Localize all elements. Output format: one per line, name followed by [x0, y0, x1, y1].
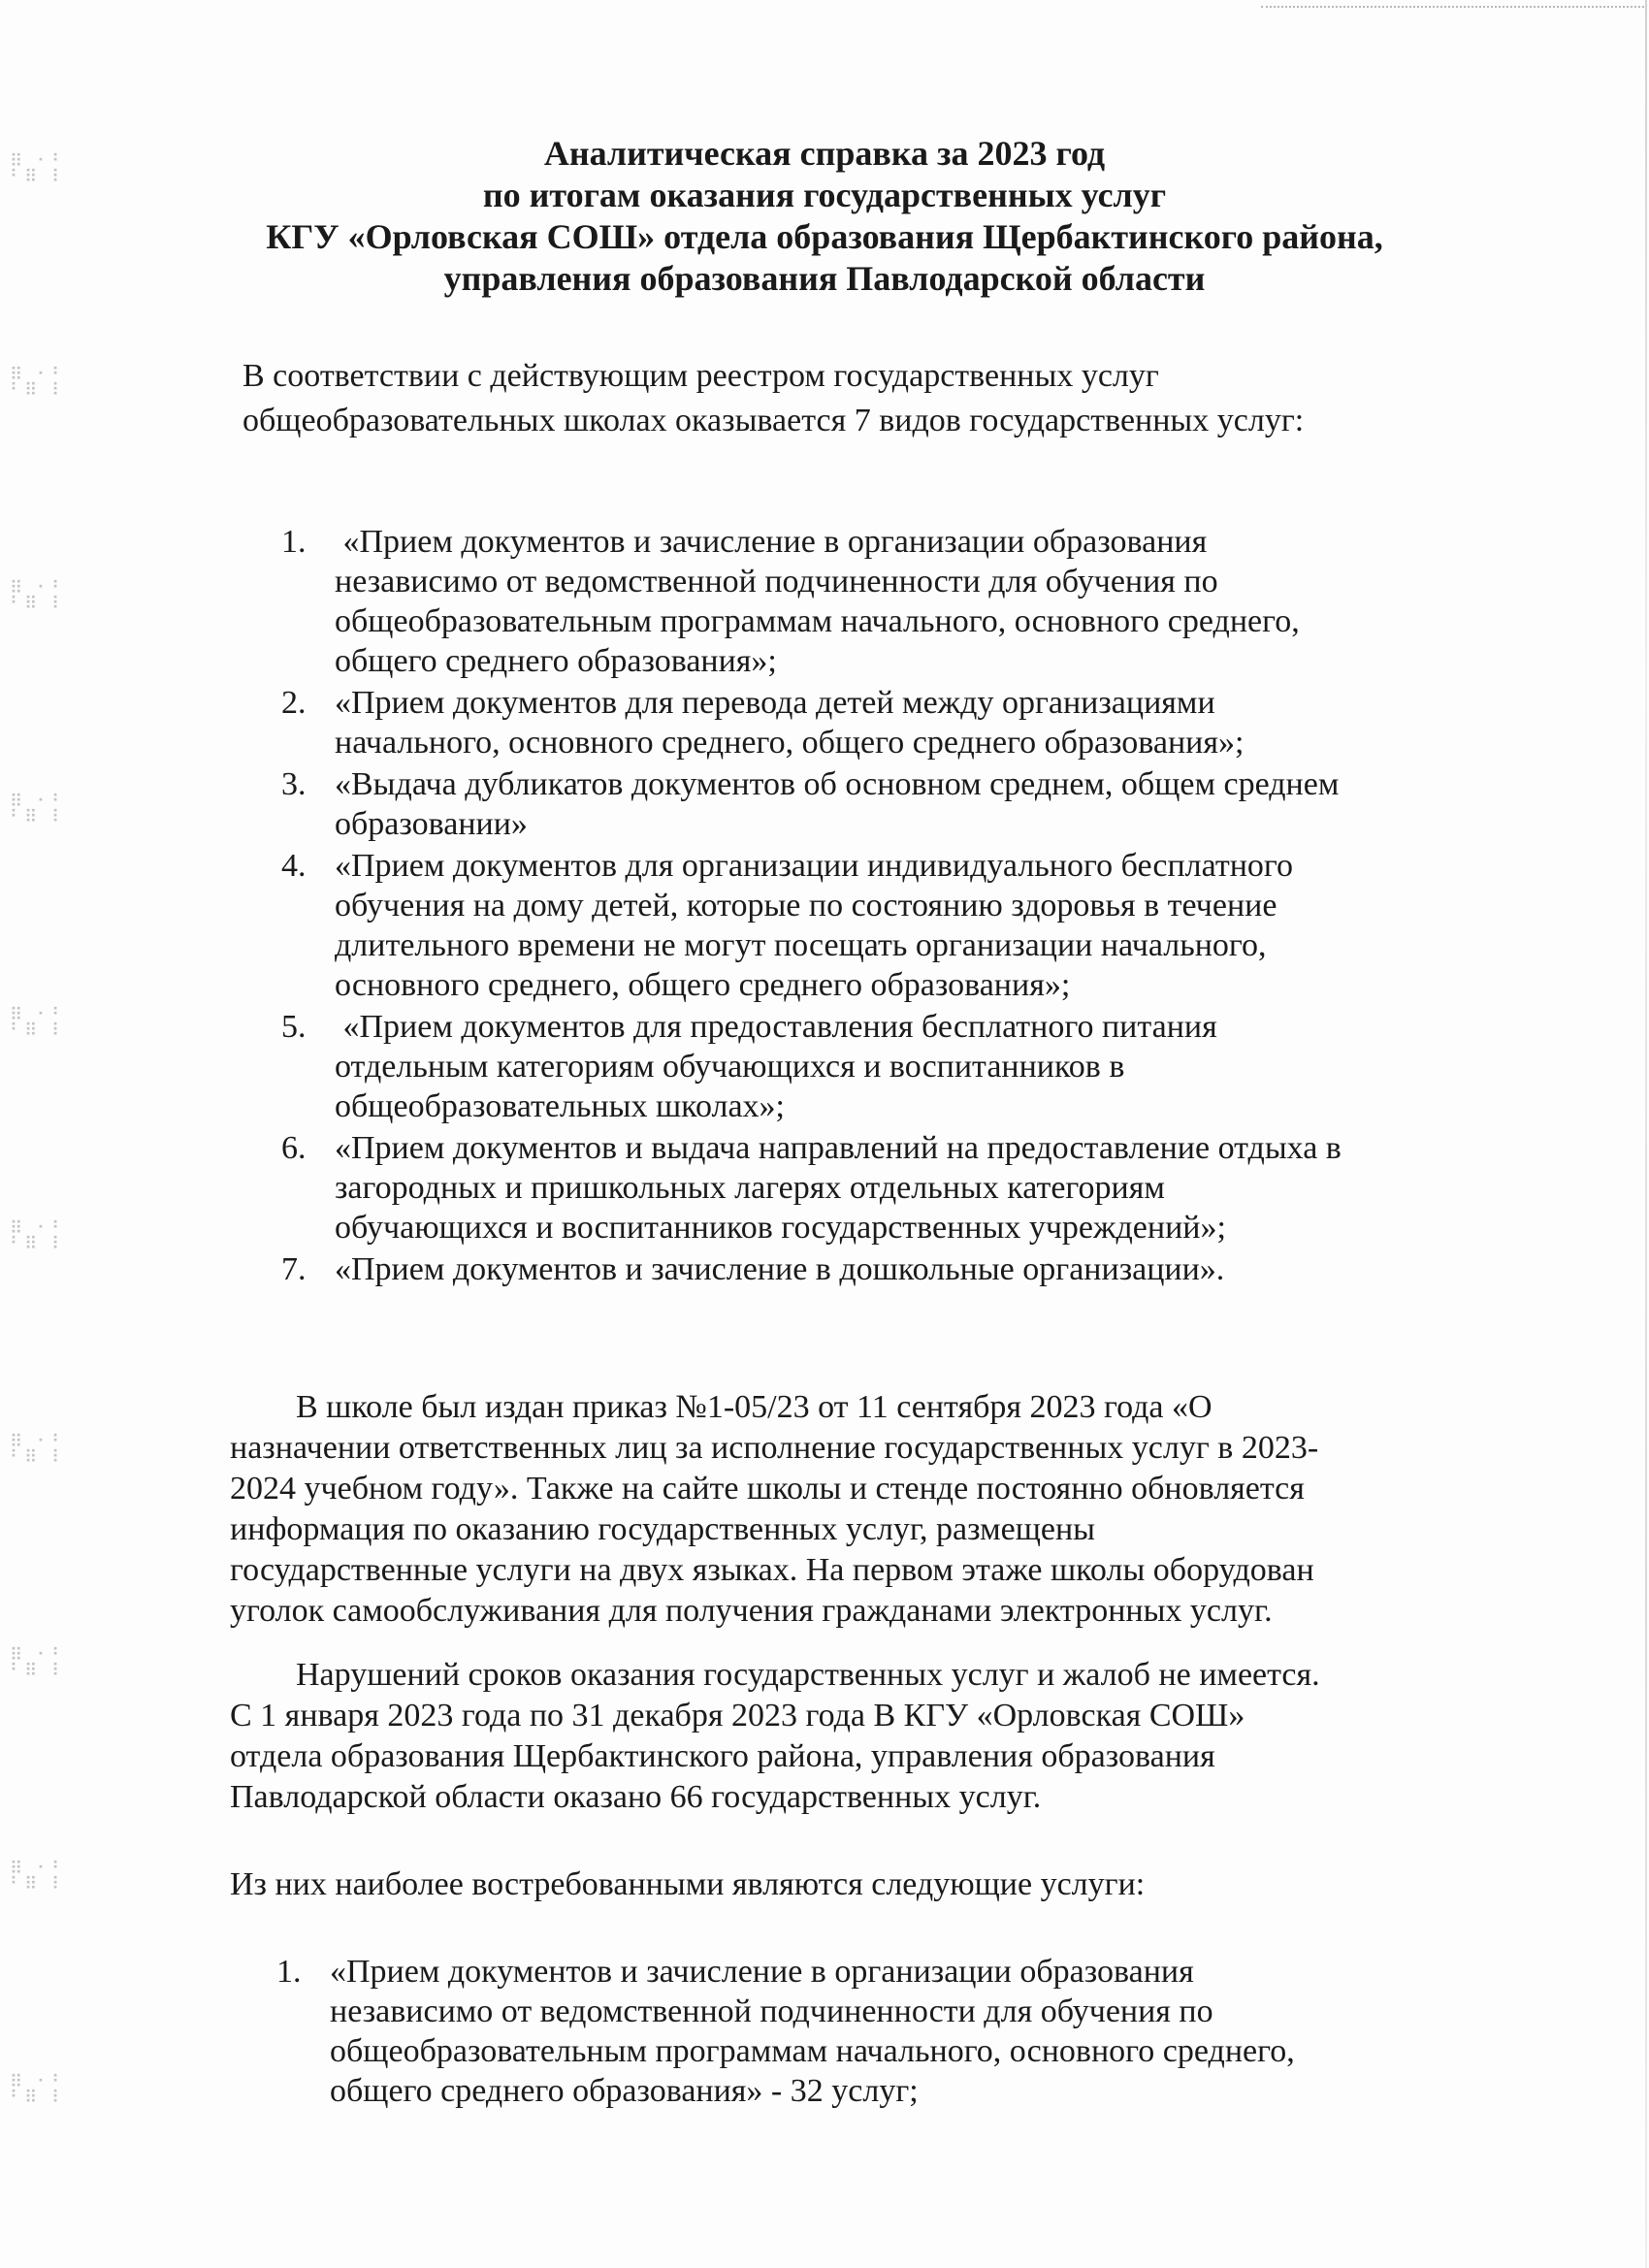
punch-hole-mark: ⠿ ⠂⠃ ⠃⠿ ⠇ [10, 580, 67, 615]
service-item [281, 846, 1523, 1005]
punch-hole-mark: ⠿ ⠂⠃ ⠃⠿ ⠇ [10, 2074, 67, 2109]
item-line: общеобразовательных школах»; [335, 1088, 785, 1124]
paragraph-line: В школе был издан приказ №1-05/23 от 11 сентября 2023 года «О [296, 1389, 1212, 1425]
punch-hole-mark: ⠿ ⠂⠃ ⠃⠿ ⠇ [10, 1220, 67, 1255]
title-line: КГУ «Орловская СОШ» отдела образования Щербактинского района, [266, 217, 1383, 256]
document-title [0, 133, 1649, 300]
punch-hole-mark: ⠿ ⠂⠃ ⠃⠿ ⠇ [10, 1007, 67, 1042]
punch-hole-mark: ⠿ ⠂⠃ ⠃⠿ ⠇ [10, 1647, 67, 1682]
service-item [281, 1249, 1523, 1289]
title-line: управления образования Павлодарской области [443, 259, 1206, 298]
paragraph-line: государственные услуги на двух языках. На первом этаже школы оборудован [230, 1552, 1314, 1588]
punch-hole-mark: ⠿ ⠂⠃ ⠃⠿ ⠇ [10, 1434, 67, 1469]
intro-line: В соответствии с действующим реестром государственных услуг [242, 358, 1159, 394]
service-item [281, 522, 1523, 681]
paragraph-line: отдела образования Щербактинского района, управления образования [230, 1738, 1215, 1774]
intro-paragraph [242, 354, 1504, 443]
item-line: «Выдача дубликатов документов об основном среднем, общем среднем [335, 766, 1340, 802]
paragraph-line: Нарушений сроков оказания государственных услуг и жалоб не имеется. [296, 1657, 1320, 1693]
item-number: 6. [281, 1130, 307, 1166]
item-line: «Прием документов и зачисление в организации образования [335, 524, 1208, 560]
order-paragraph [230, 1387, 1530, 1632]
punch-hole-mark: ⠿ ⠂⠃ ⠃⠿ ⠇ [10, 153, 67, 188]
item-line: «Прием документов и выдача направлений на предоставление отдыха в [335, 1130, 1342, 1166]
service-item [281, 683, 1523, 762]
paragraph-line: С 1 января 2023 года по 31 декабря 2023 года В КГУ «Орловская СОШ» [230, 1698, 1245, 1733]
title-line: Аналитическая справка за 2023 год [543, 134, 1106, 173]
punch-hole-mark: ⠿ ⠂⠃ ⠃⠿ ⠇ [10, 794, 67, 828]
service-item [281, 1007, 1523, 1126]
item-line: образовании» [335, 806, 528, 842]
punch-hole-mark: ⠿ ⠂⠃ ⠃⠿ ⠇ [10, 1861, 67, 1895]
item-line: длительного времени не могут посещать организации начального, [335, 927, 1267, 963]
services-list [281, 522, 1523, 1291]
item-number: 2. [281, 685, 307, 721]
item-line: общеобразовательным программам начального, основного среднего, [335, 603, 1300, 639]
paragraph-line: Павлодарской области оказано 66 государственных услуг. [230, 1779, 1042, 1815]
paragraph-line: информация по оказанию государственных услуг, размещены [230, 1511, 1096, 1547]
item-line: независимо от ведомственной подчиненности для обучения по [335, 564, 1218, 599]
item-line: общеобразовательным программам начального, основного среднего, [330, 2033, 1295, 2069]
item-line: «Прием документов для организации индивидуального бесплатного [335, 848, 1293, 884]
item-number: 5. [281, 1009, 307, 1045]
item-line: «Прием документов и зачисление в организации образования [330, 1954, 1194, 1990]
service-item [281, 1128, 1523, 1247]
title-line: по итогам оказания государственных услуг [482, 176, 1167, 214]
item-line: отдельным категориям обучающихся и воспитанников в [335, 1049, 1125, 1085]
service-item [281, 764, 1523, 844]
popular-intro: Из них наиболее востребованными являются следующие услуги: [230, 1866, 1146, 1902]
item-line: «Прием документов для перевода детей между организациями [335, 685, 1215, 721]
item-number: 1. [281, 524, 307, 560]
scan-edge-right [1645, 0, 1647, 2268]
summary-paragraph [230, 1655, 1530, 1818]
item-line: начального, основного среднего, общего среднего образования»; [335, 725, 1245, 761]
item-line: основного среднего, общего среднего образования»; [335, 967, 1071, 1003]
item-line: «Прием документов и зачисление в дошкольные организации». [335, 1251, 1225, 1287]
punch-hole-mark: ⠿ ⠂⠃ ⠃⠿ ⠇ [10, 367, 67, 402]
item-number: 3. [281, 766, 307, 802]
item-line: «Прием документов для предоставления бесплатного питания [335, 1009, 1217, 1045]
item-line: общего среднего образования» - 32 услуг; [330, 2073, 919, 2109]
paragraph-line: 2024 учебном году». Также на сайте школы и стенде постоянно обновляется [230, 1471, 1305, 1507]
item-number: 1. [276, 1954, 302, 1990]
item-line: общего среднего образования»; [335, 643, 777, 679]
paragraph-line: назначении ответственных лиц за исполнение государственных услуг в 2023- [230, 1430, 1319, 1466]
item-line: загородных и пришкольных лагерях отдельных категориям [335, 1170, 1165, 1206]
popular-service-item [276, 1952, 1518, 2111]
item-line: независимо от ведомственной подчиненности для обучения по [330, 1993, 1213, 2029]
paragraph-line: уголок самообслуживания для получения гражданами электронных услуг. [230, 1593, 1273, 1629]
item-number: 4. [281, 848, 307, 884]
intro-line: общеобразовательных школах оказывается 7 видов государственных услуг: [242, 403, 1305, 438]
item-line: обучения на дому детей, которые по состоянию здоровья в течение [335, 888, 1277, 923]
item-line: обучающихся и воспитанников государственных учреждений»; [335, 1210, 1226, 1246]
popular-services-list [276, 1952, 1518, 2111]
scan-edge-top [1261, 6, 1644, 12]
item-number: 7. [281, 1251, 307, 1287]
